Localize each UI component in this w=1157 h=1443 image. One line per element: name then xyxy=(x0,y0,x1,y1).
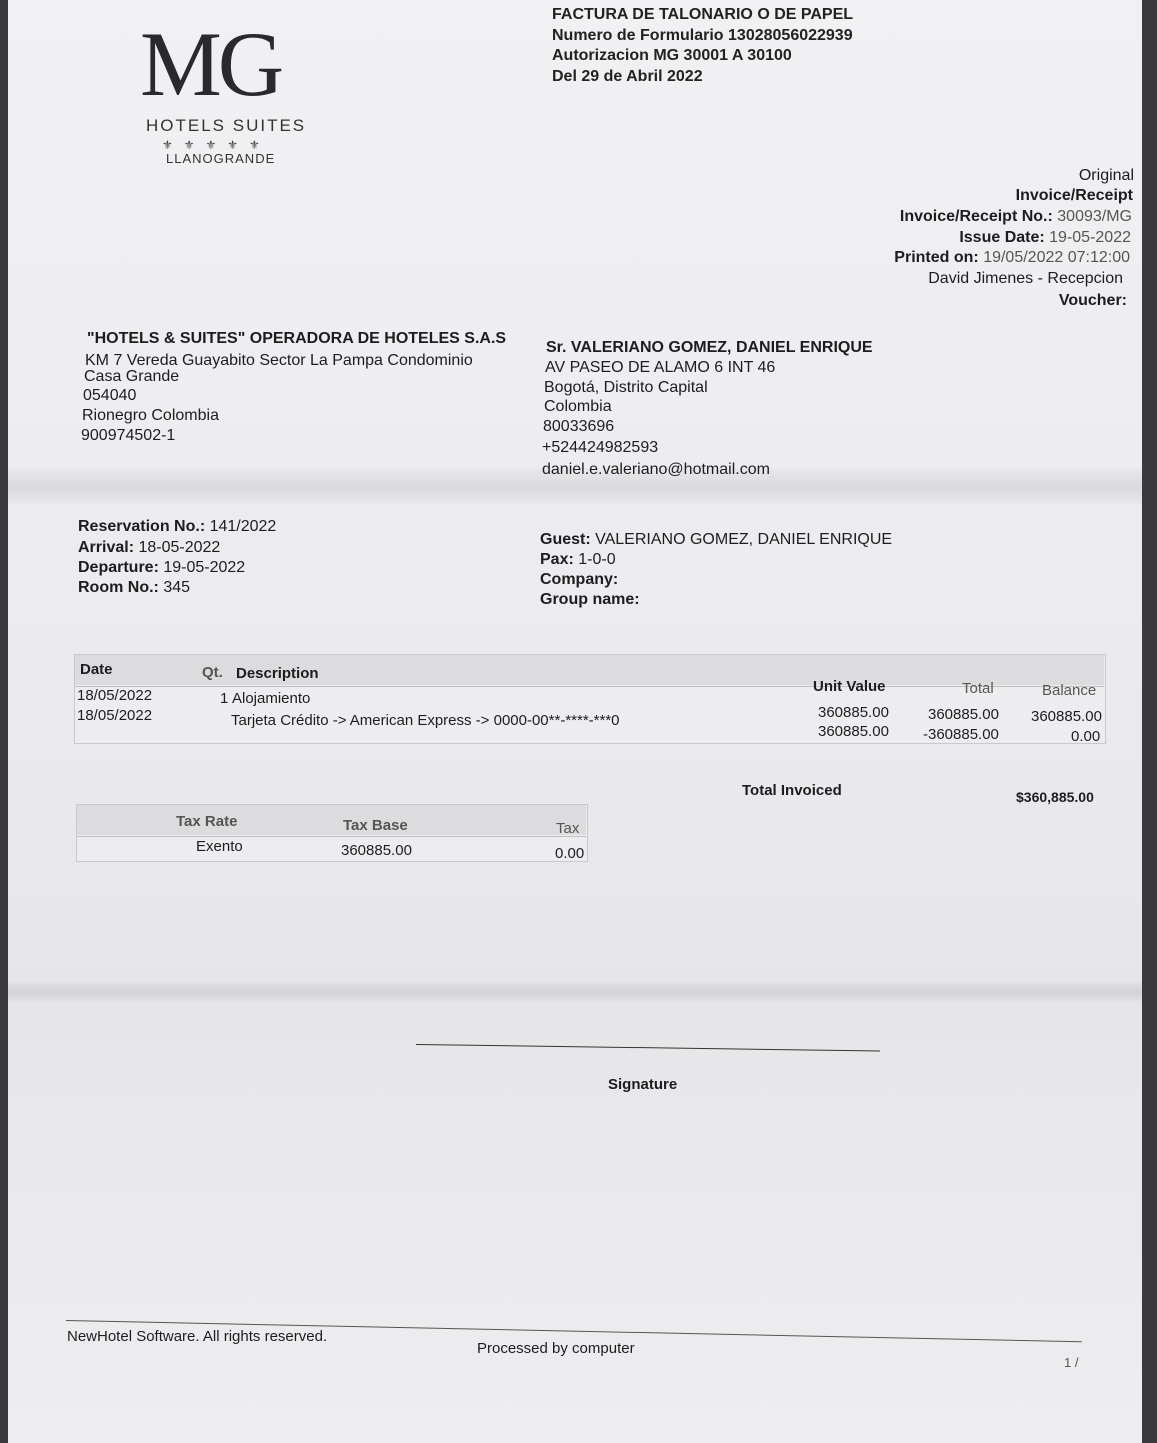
items-table-header xyxy=(75,655,1104,685)
reservation-number: Reservation No.: 141/2022 xyxy=(78,518,277,535)
customer-city: Bogotá, Distrito Capital xyxy=(544,379,708,396)
table-row-unit: 360885.00 xyxy=(818,723,889,740)
customer-id: 80033696 xyxy=(543,418,615,435)
footer-copyright: NewHotel Software. All rights reserved. xyxy=(67,1328,328,1345)
pax: Pax: 1-0-0 xyxy=(540,551,616,568)
total-invoiced-label: Total Invoiced xyxy=(742,782,842,799)
header-line: Autorizacion MG 30001 A 30100 xyxy=(552,47,792,64)
table-row-balance: 360885.00 xyxy=(1031,708,1102,725)
company-address: Casa Grande xyxy=(84,368,180,385)
departure: Departure: 19-05-2022 xyxy=(78,559,246,576)
signature-label: Signature xyxy=(608,1076,678,1093)
customer-name: Sr. VALERIANO GOMEZ, DANIEL ENRIQUE xyxy=(546,339,873,356)
table-row-description: Alojamiento xyxy=(232,690,311,707)
header-line: Numero de Formulario 13028056022939 xyxy=(552,27,853,44)
col-qt: Qt. xyxy=(202,664,223,681)
logo-subline: LLANOGRANDE xyxy=(166,151,276,166)
logo-mark: MG xyxy=(140,13,281,115)
col-balance: Balance xyxy=(1042,682,1097,699)
company-name: "HOTELS & SUITES" OPERADORA DE HOTELES S.A.S xyxy=(87,330,507,347)
fleur-de-lis-icon: ⚜⚜⚜⚜⚜ xyxy=(162,138,271,152)
company-postal: 054040 xyxy=(83,387,137,404)
page-number: 1 / xyxy=(1064,1355,1079,1370)
tax-table-header xyxy=(77,805,586,835)
table-row-date: 18/05/2022 xyxy=(77,687,153,704)
tax-rate-value: Exento xyxy=(196,838,243,855)
customer-email: daniel.e.valeriano@hotmail.com xyxy=(542,461,770,478)
table-row-total: -360885.00 xyxy=(923,726,999,743)
col-description: Description xyxy=(236,665,319,682)
divider xyxy=(77,836,586,837)
col-tax-rate: Tax Rate xyxy=(176,813,238,830)
room-number: Room No.: 345 xyxy=(78,579,191,596)
divider xyxy=(75,686,1104,687)
company-address: KM 7 Vereda Guayabito Sector La Pampa Condominio xyxy=(85,352,473,369)
table-row-date: 18/05/2022 xyxy=(77,707,153,724)
table-row-unit: 360885.00 xyxy=(818,704,889,721)
company-nit: 900974502-1 xyxy=(81,427,176,444)
header-line: FACTURA DE TALONARIO O DE PAPEL xyxy=(552,6,854,23)
col-total: Total xyxy=(962,680,994,697)
customer-country: Colombia xyxy=(544,398,612,415)
table-row-description: Tarjeta Crédito -> American Express -> 0000-00**-****-***0 xyxy=(231,712,620,729)
table-row-total: 360885.00 xyxy=(928,706,999,723)
group-name-label: Group name: xyxy=(540,591,640,608)
total-invoiced-value: $360,885.00 xyxy=(1016,789,1094,805)
voucher-label: Voucher: xyxy=(1058,292,1127,309)
original-label: Original xyxy=(1078,167,1134,184)
customer-phone: +524424982593 xyxy=(542,439,659,456)
col-unit-value: Unit Value xyxy=(813,678,886,695)
receipt-type xyxy=(1016,187,1133,205)
arrival: Arrival: 18-05-2022 xyxy=(78,539,221,556)
company-city: Rionegro Colombia xyxy=(82,407,219,424)
paper-fold xyxy=(8,982,1142,1004)
col-tax: Tax xyxy=(556,820,580,837)
table-row-balance: 0.00 xyxy=(1071,728,1101,745)
clerk: David Jimenes - Recepcion xyxy=(928,270,1123,287)
col-date: Date xyxy=(80,661,113,678)
tax-base-value: 360885.00 xyxy=(341,842,412,859)
table-row-qt: 1 xyxy=(220,690,229,707)
logo-line: HOTELS SUITES xyxy=(146,116,307,135)
guest: Guest: VALERIANO GOMEZ, DANIEL ENRIQUE xyxy=(540,531,893,548)
printed-on: Printed on: 19/05/2022 07:12:00 xyxy=(894,249,1130,266)
receipt-number: Invoice/Receipt No.: 30093/MG xyxy=(899,208,1132,225)
issue-date: Issue Date: 19-05-2022 xyxy=(959,229,1131,246)
footer-processed: Processed by computer xyxy=(477,1340,635,1357)
header-line: Del 29 de Abril 2022 xyxy=(552,68,703,85)
company-label: Company: xyxy=(540,571,619,588)
receipt-type-label: Invoice/Receipt xyxy=(1015,187,1133,204)
col-tax-base: Tax Base xyxy=(343,817,408,834)
tax-value: 0.00 xyxy=(555,845,585,862)
customer-address: AV PASEO DE ALAMO 6 INT 46 xyxy=(545,359,776,376)
